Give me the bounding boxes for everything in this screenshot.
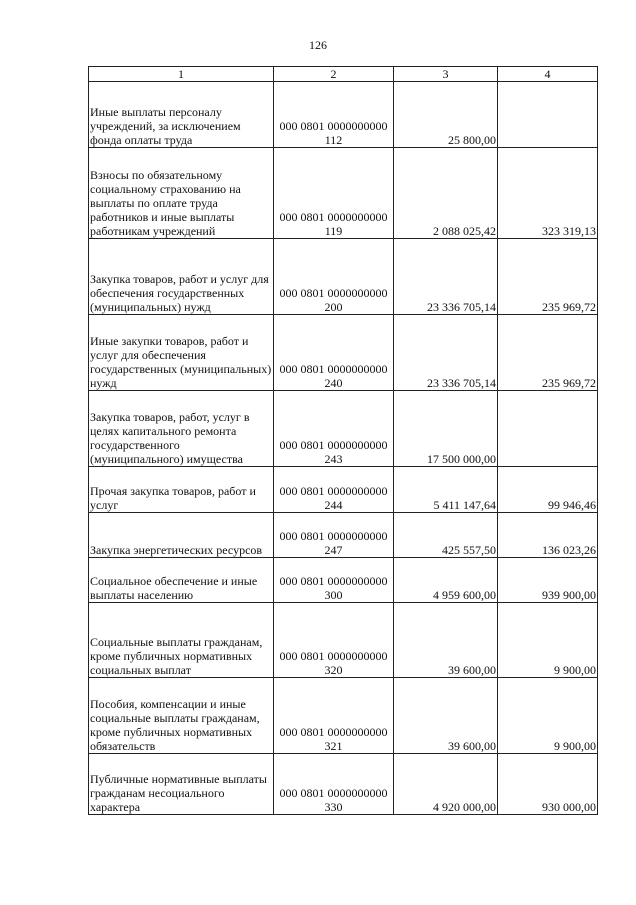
row-amount-2: 9 900,00 <box>498 603 598 678</box>
row-name: Прочая закупка товаров, работ и услуг <box>89 467 274 513</box>
row-amount-2: 136 023,26 <box>498 513 598 558</box>
row-name: Закупка товаров, работ и услуг для обеспечения государственных (муниципальных) нужд <box>89 239 274 315</box>
row-name: Социальное обеспечение и иные выплаты населению <box>89 558 274 603</box>
row-name: Публичные нормативные выплаты гражданам несоциального характера <box>89 754 274 815</box>
code-suffix: 321 <box>324 739 343 753</box>
row-amount-1: 23 336 705,14 <box>394 239 498 315</box>
table-row <box>89 754 598 815</box>
column-header-3: 3 <box>394 67 498 82</box>
table-row <box>89 315 598 391</box>
code-line: 000 0801 0000000000 <box>279 286 388 300</box>
row-amount-2 <box>498 391 598 467</box>
row-code <box>274 603 394 678</box>
row-code <box>274 391 394 467</box>
row-amount-1: 2 088 025,42 <box>394 148 498 239</box>
row-code <box>274 315 394 391</box>
table-row <box>89 513 598 558</box>
code-line: 000 0801 0000000000 <box>279 725 388 739</box>
row-amount-1: 39 600,00 <box>394 603 498 678</box>
row-name: Закупка товаров, работ, услуг в целях капитального ремонта государственного (муниципального) имущества <box>89 391 274 467</box>
column-header-1: 1 <box>89 67 274 82</box>
code-line: 000 0801 0000000000 <box>279 438 388 452</box>
code-suffix: 247 <box>324 543 343 557</box>
budget-table <box>88 66 598 815</box>
table-row <box>89 558 598 603</box>
row-amount-2: 323 319,13 <box>498 148 598 239</box>
row-amount-2: 99 946,46 <box>498 467 598 513</box>
code-line: 000 0801 0000000000 <box>279 649 388 663</box>
code-suffix: 112 <box>324 133 343 147</box>
row-name: Иные закупки товаров, работ и услуг для обеспечения государственных (муниципальных) нужд <box>89 315 274 391</box>
row-name: Закупка энергетических ресурсов <box>89 513 274 558</box>
table-row <box>89 82 598 148</box>
row-amount-1: 5 411 147,64 <box>394 467 498 513</box>
row-amount-1: 4 959 600,00 <box>394 558 498 603</box>
table-header-row <box>89 67 598 82</box>
row-amount-2: 930 000,00 <box>498 754 598 815</box>
row-amount-1: 23 336 705,14 <box>394 315 498 391</box>
row-name: Взносы по обязательному социальному страхованию на выплаты по оплате труда работников и иные выплаты работникам учреждений <box>89 148 274 239</box>
table-row <box>89 391 598 467</box>
row-name: Социальные выплаты гражданам, кроме публичных нормативных социальных выплат <box>89 603 274 678</box>
table-row <box>89 467 598 513</box>
table-row <box>89 239 598 315</box>
row-code <box>274 678 394 754</box>
code-line: 000 0801 0000000000 <box>279 786 388 800</box>
table-row <box>89 603 598 678</box>
code-suffix: 243 <box>324 452 343 466</box>
code-suffix: 119 <box>324 224 343 238</box>
column-header-4: 4 <box>498 67 598 82</box>
row-code <box>274 558 394 603</box>
code-line: 000 0801 0000000000 <box>279 210 388 224</box>
row-amount-1: 425 557,50 <box>394 513 498 558</box>
row-amount-1: 17 500 000,00 <box>394 391 498 467</box>
code-suffix: 200 <box>324 300 343 314</box>
row-amount-2 <box>498 82 598 148</box>
code-suffix: 244 <box>324 498 343 512</box>
row-amount-2: 235 969,72 <box>498 315 598 391</box>
row-amount-2: 9 900,00 <box>498 678 598 754</box>
row-name: Иные выплаты персоналу учреждений, за исключением фонда оплаты труда <box>89 82 274 148</box>
code-suffix: 320 <box>324 663 343 677</box>
row-code <box>274 148 394 239</box>
column-header-2: 2 <box>274 67 394 82</box>
code-line: 000 0801 0000000000 <box>279 484 388 498</box>
table-row <box>89 678 598 754</box>
code-line: 000 0801 0000000000 <box>279 119 388 133</box>
table-row <box>89 148 598 239</box>
row-code <box>274 239 394 315</box>
row-name: Пособия, компенсации и иные социальные выплаты гражданам, кроме публичных нормативных обязательств <box>89 678 274 754</box>
row-amount-1: 25 800,00 <box>394 82 498 148</box>
row-amount-1: 4 920 000,00 <box>394 754 498 815</box>
page-number: 126 <box>309 38 327 52</box>
row-code <box>274 513 394 558</box>
row-amount-1: 39 600,00 <box>394 678 498 754</box>
code-suffix: 300 <box>324 588 343 602</box>
row-code <box>274 467 394 513</box>
code-line: 000 0801 0000000000 <box>279 574 388 588</box>
row-amount-2: 939 900,00 <box>498 558 598 603</box>
code-suffix: 330 <box>324 800 343 814</box>
row-code <box>274 82 394 148</box>
code-line: 000 0801 0000000000 <box>279 362 388 376</box>
code-suffix: 240 <box>324 376 343 390</box>
code-line: 000 0801 0000000000 <box>279 529 388 543</box>
row-code <box>274 754 394 815</box>
row-amount-2: 235 969,72 <box>498 239 598 315</box>
